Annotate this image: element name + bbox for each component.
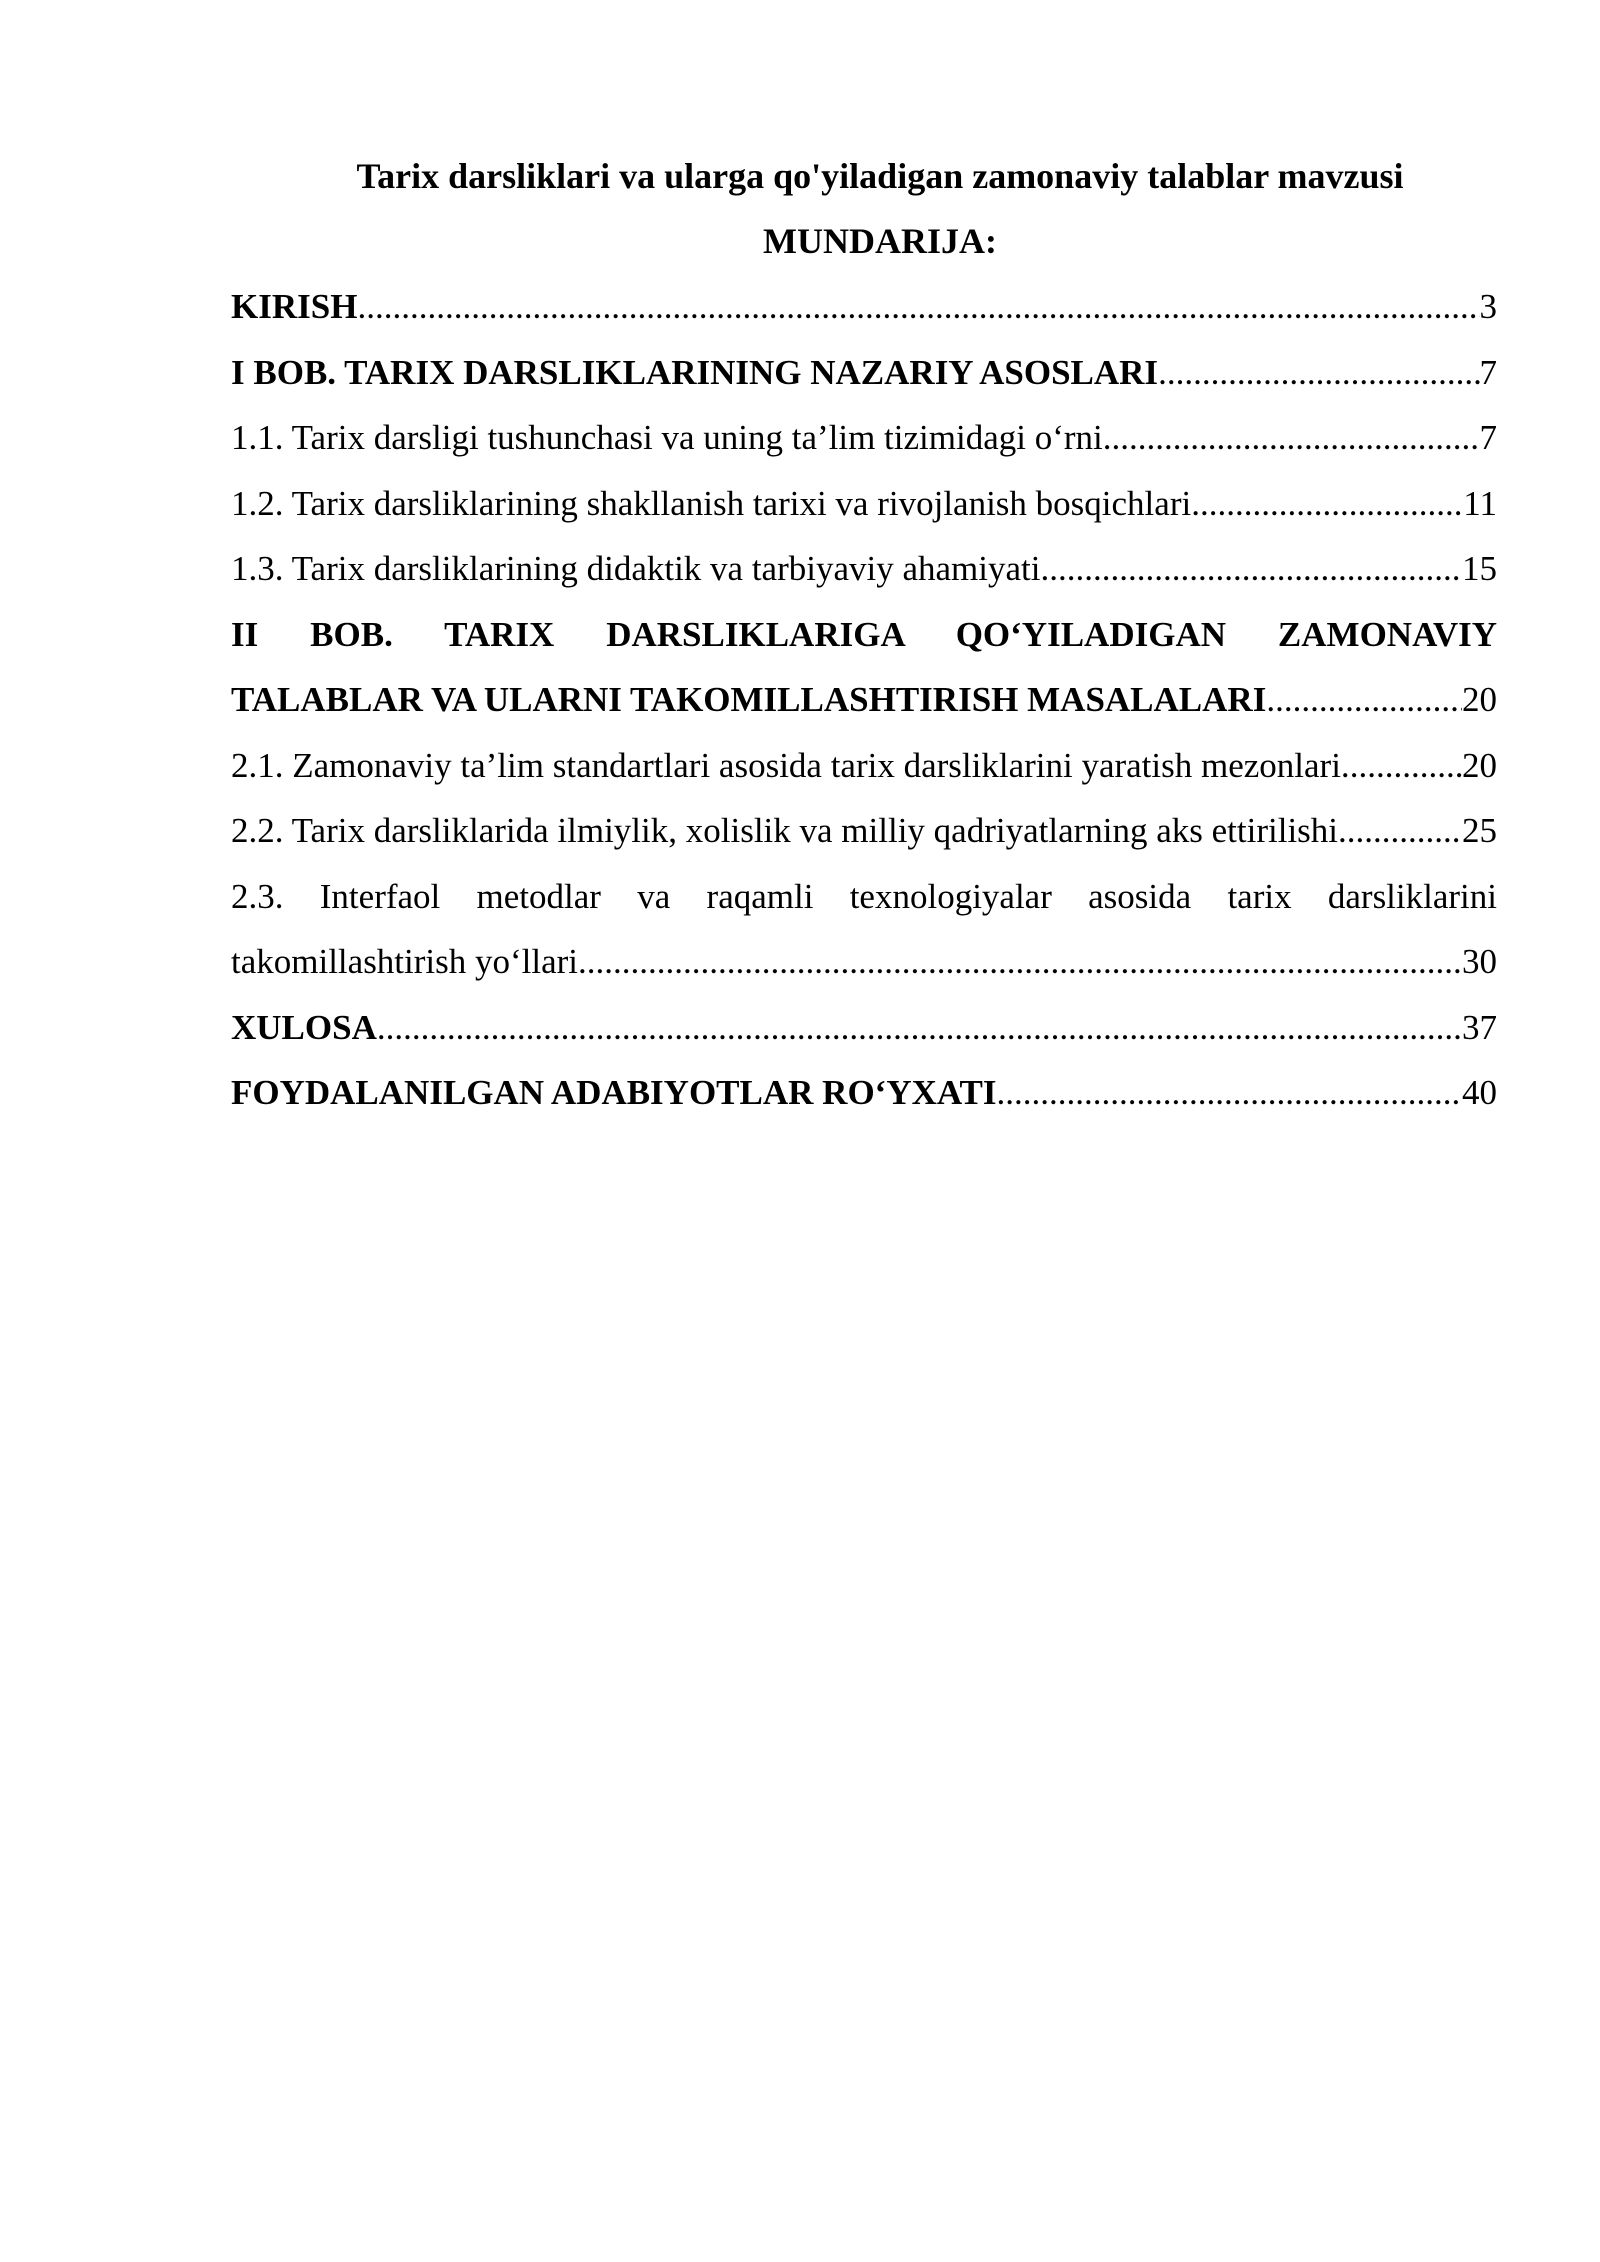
toc-entry-label: FOYDALANILGAN ADABIYOTLAR RO‘YXATI (231, 1073, 997, 1112)
toc-entry-xulosa[interactable] (231, 995, 1497, 1061)
toc-page-number: 11 (1463, 483, 1497, 523)
toc-leader-dots (357, 274, 1479, 340)
toc-page-number: 7 (1479, 352, 1497, 392)
toc-heading: MUNDARIJA: (763, 221, 997, 261)
document-title: Tarix darsliklari va ularga qo'yiladigan zamonaviy talablar mavzusi (356, 156, 1404, 196)
toc-leader-dots (997, 1060, 1462, 1126)
toc-page-number: 20 (1462, 745, 1497, 785)
toc-leader-dots (1158, 340, 1479, 406)
toc-entry-bibliography[interactable] (231, 1060, 1497, 1126)
toc-leader-dots (1103, 405, 1480, 471)
toc-entry-label-line2: TALABLAR VA ULARNI TAKOMILLASHTIRISH MASALALARI (231, 680, 1267, 719)
toc-page-number: 3 (1479, 287, 1497, 326)
toc-entry-section-2-1[interactable] (231, 733, 1497, 799)
toc-entry-section-1-1[interactable] (231, 405, 1497, 471)
toc-leader-dots (578, 929, 1462, 995)
toc-page-number: 40 (1462, 1073, 1497, 1112)
document-content (231, 144, 1497, 1126)
toc-page-number: 20 (1462, 680, 1497, 719)
toc-entry-label: 1.2. Tarix darsliklarining shakllanish tarixi va rivojlanish bosqichlari (231, 483, 1192, 523)
toc-leader-dots (1040, 536, 1462, 602)
toc-leader-dots (1347, 798, 1462, 864)
toc-entry-label: 1.3. Tarix darsliklarining didaktik va tarbiyaviy ahamiyati (231, 549, 1041, 588)
toc-entry-chapter-2[interactable] (231, 602, 1497, 733)
toc-entry-section-2-2[interactable] (231, 798, 1497, 864)
table-of-contents (231, 274, 1497, 1126)
toc-page-number: 37 (1462, 1007, 1497, 1047)
toc-page-number: 30 (1462, 942, 1497, 981)
toc-page-number: 7 (1479, 418, 1497, 457)
toc-page-number: 15 (1462, 549, 1497, 588)
toc-entry-label: 2.1. Zamonaviy ta’lim standartlari asosida tarix darsliklarini yaratish mezonlari. (231, 745, 1350, 785)
toc-entry-label-line2: takomillashtirish yo‘llari (231, 942, 579, 981)
toc-entry-section-1-2[interactable] (231, 471, 1497, 537)
toc-entry-label: 1.1. Tarix darsligi tushunchasi va uning ta’lim tizimidagi o‘rni (231, 418, 1103, 457)
toc-entry-kirish[interactable] (231, 274, 1497, 340)
toc-entry-section-2-3[interactable] (231, 864, 1497, 995)
toc-entry-label: I BOB. TARIX DARSLIKLARINING NAZARIY ASOSLARI (231, 352, 1159, 392)
toc-page-number: 25 (1462, 811, 1497, 850)
toc-entry-label-line1: 2.3. Interfaol metodlar va raqamli texnologiyalar asosida tarix darsliklarini (231, 876, 1497, 916)
toc-leader-dots (1191, 471, 1463, 537)
toc-entry-label-line1: II BOB. TARIX DARSLIKLARIGA QO‘YILADIGAN ZAMONAVIY (231, 614, 1497, 654)
toc-entry-label: KIRISH (231, 287, 358, 326)
toc-entry-section-1-3[interactable] (231, 536, 1497, 602)
toc-entry-label: XULOSA (231, 1007, 377, 1047)
toc-entry-chapter-1[interactable] (231, 340, 1497, 406)
toc-leader-dots (377, 995, 1462, 1061)
toc-leader-dots (1350, 733, 1462, 799)
toc-leader-dots (1266, 667, 1462, 733)
toc-entry-label: 2.2. Tarix darsliklarida ilmiylik, xolislik va milliy qadriyatlarning aks ettirilishi. (231, 811, 1347, 850)
